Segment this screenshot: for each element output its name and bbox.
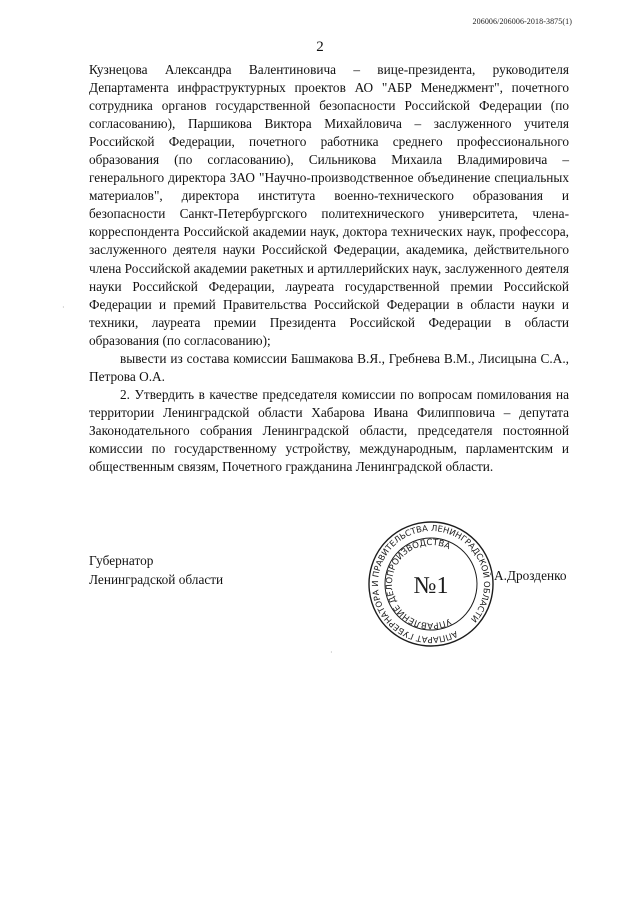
- page-number: 2: [316, 39, 324, 55]
- document-code: 206006/206006-2018-3875(1): [472, 17, 572, 26]
- paragraph-remove-members: вывести из состава комиссии Башмакова В.Я., Гребнева В.М., Лисицына С.А., Петрова О.А.: [89, 350, 569, 384]
- paragraph-members-list: Кузнецова Александра Валентиновича – вице-президента, руководителя Департамента инфраструктурных проектов АО "АБР Менеджмент", почетного сотрудника органов государственной безопасности Российской Федерации (по согласованию), Паршикова Виктора Михайловича – заслуженного учителя Российской Федерации, почетного работника среднего профессионального образования (по согласованию), Сильникова Михаила Владимировича – генерального директора ЗАО "Научно-производственное объединение специальных материалов", директора института военно-технического образования и безопасности Санкт-Петербургского политехнического университета, члена-корреспондента Российской академии наук, доктора технических наук, профессора, заслуженного деятеля науки Российской Федерации, академика, действительного члена Российской академии ракетных и артиллерийских наук, заслуженного деятеля науки Российской Федерации, лауреата государственной премии Российской Федерации и премий Правительства Российской Федерации в области науки и техники, лауреата премии Президента Российской Федерации в области образования (по согласованию);: [89, 62, 569, 348]
- margin-mark: ·: [62, 303, 65, 312]
- stamp-outer-text: АППАРАТ ГУБЕРНАТОРА И ПРАВИТЕЛЬСТВА ЛЕНИНГРАДСКОЙ ОБЛАСТИ: [369, 522, 493, 646]
- signer-position-line-2: Ленинградской области: [89, 572, 224, 587]
- bottom-mark: ·: [330, 648, 333, 657]
- document-body: [89, 61, 569, 476]
- stamp-number: №1: [413, 573, 449, 599]
- signer-position-line-1: Губернатор: [89, 553, 154, 568]
- paragraph-appoint-chairman: 2. Утвердить в качестве председателя комиссии по вопросам помилования на территории Ленинградской области Хабарова Ивана Филипповича – депутата Законодательного собрания Ленинградской области, председателя постоянной комиссии по государственному устройству, международным, парламентским и общественным связям, Почетного гражданина Ленинградской области.: [89, 386, 569, 475]
- official-stamp: [367, 520, 495, 648]
- signer-name: А.Дрозденко: [494, 568, 567, 583]
- stamp-inner-text: УПРАВЛЕНИЕ ДЕЛОПРОИЗВОДСТВА: [384, 537, 453, 631]
- signature-block: [89, 551, 223, 589]
